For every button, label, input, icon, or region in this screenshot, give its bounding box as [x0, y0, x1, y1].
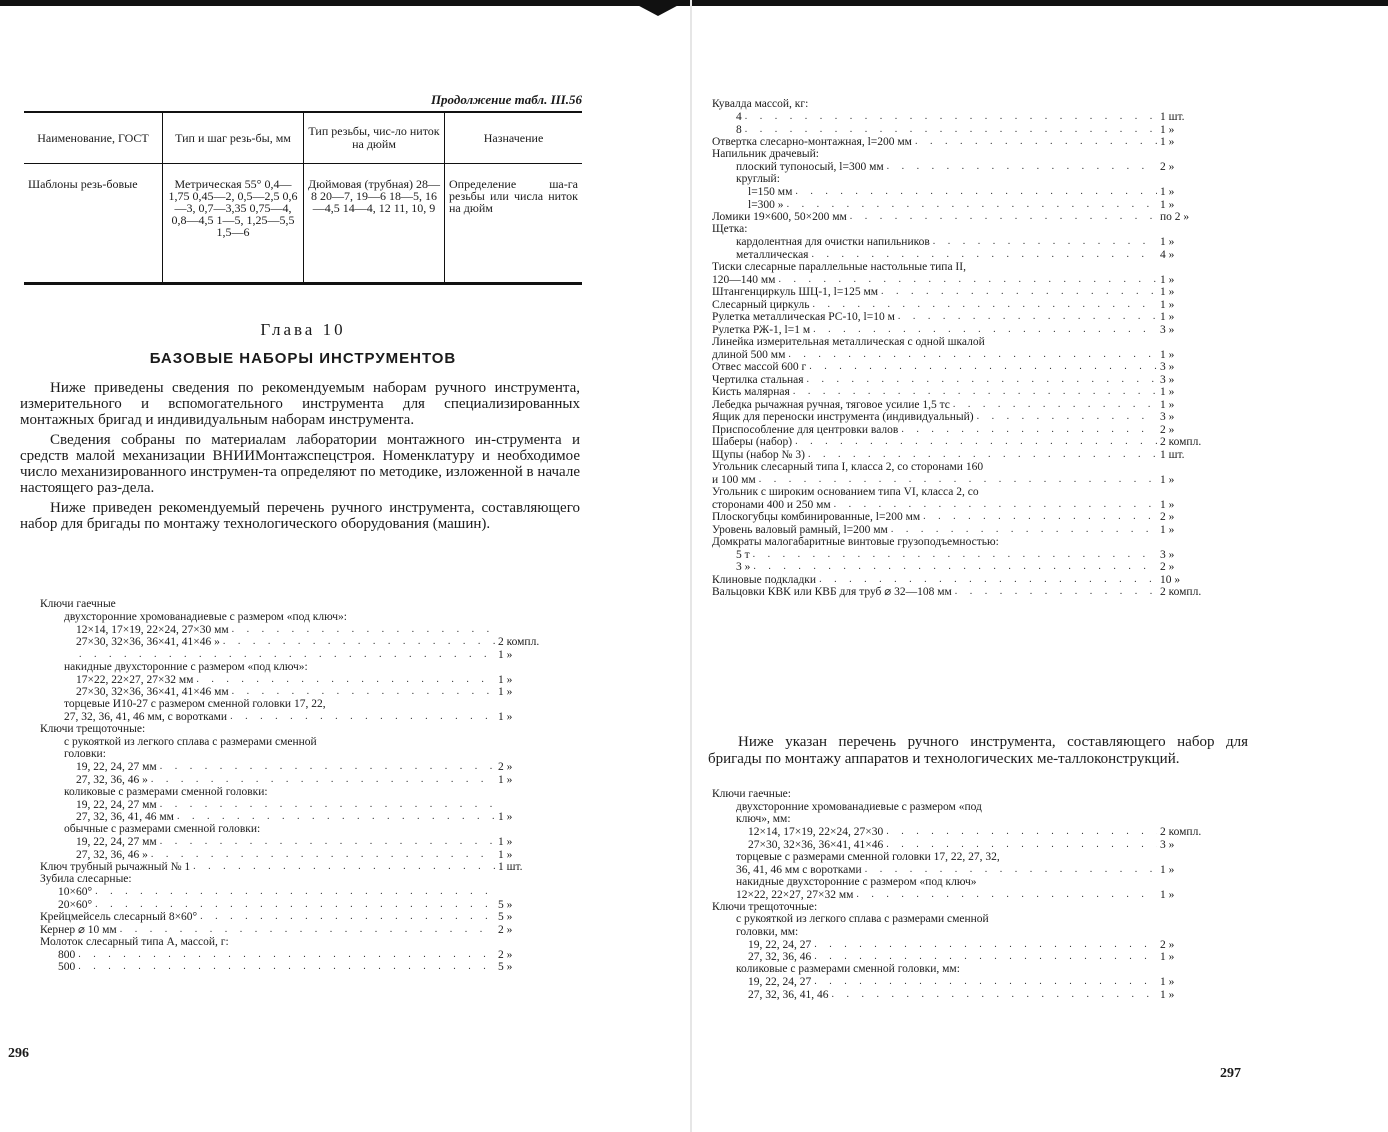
table-header-row [24, 112, 582, 164]
page-number: 296 [8, 1046, 29, 1061]
item-quantity: 1 » [498, 773, 513, 786]
item-name: l=300 » [748, 198, 784, 211]
item-quantity: 1 » [1160, 473, 1175, 486]
paragraph: Ниже приведены сведения по рекомендуемым наборам ручного инструмента, измерительного и вспомогательного инструмента для специализированных монтажных бригад и индивидуальным наборам инструмента. [20, 380, 580, 428]
list-item [40, 948, 550, 961]
item-quantity: 2 » [1160, 511, 1175, 523]
leader-dots [955, 586, 1157, 598]
item-quantity: 2 компл. [498, 636, 540, 648]
paragraph: Ниже приведен рекомендуемый перечень ручного инструмента, составляющего набор для бригады по монтажу технологического оборудования (машин). [20, 500, 580, 532]
list-item [712, 888, 1212, 901]
list-item [40, 886, 550, 899]
list-item [712, 286, 1212, 299]
item-name: Рулетка металлическая РС-10, l=10 м [712, 311, 895, 323]
list-heading: накидные двухсторонние с размером «под ключ» [736, 875, 977, 888]
list-item [712, 186, 1212, 199]
list-heading: круглый: [736, 173, 780, 185]
leader-dots [120, 924, 495, 936]
leader-dots [95, 899, 495, 911]
item-quantity: 1 » [498, 673, 513, 686]
item-name: металлическая [736, 248, 809, 261]
item-quantity: 1 » [1160, 951, 1175, 963]
list-item [712, 473, 1212, 486]
book-gutter [690, 0, 692, 1132]
item-quantity: 1 » [1160, 888, 1175, 901]
list-heading: торцевые И10-27 с размером сменной головки 17, 22, [64, 698, 326, 710]
leader-dots [193, 861, 495, 873]
item-name: Рулетка РЖ-1, l=1 м [712, 323, 811, 336]
list-item [712, 938, 1212, 951]
leader-dots [79, 649, 495, 661]
list-item [712, 988, 1212, 1001]
list-item [712, 236, 1212, 249]
leader-dots [78, 949, 495, 961]
list-heading: двухсторонние хромованадиевые с размером «под [736, 800, 982, 813]
list-heading: с рукояткой из легкого сплава с размерами сменной [736, 913, 989, 925]
table-header-cell: Наименование, ГОСТ [24, 112, 163, 164]
leader-dots [898, 311, 1157, 323]
item-quantity: 1 » [1160, 286, 1175, 298]
leader-dots [232, 686, 495, 698]
item-name: 800 [58, 948, 76, 961]
list-item [40, 836, 550, 849]
item-quantity: 1 шт. [498, 861, 523, 873]
item-name: Отвертка слесарно-монтажная, l=200 мм [712, 136, 912, 148]
list-item [40, 761, 550, 774]
list-item [712, 436, 1212, 449]
item-name: 19, 22, 24, 27 мм [76, 798, 157, 811]
item-quantity: 3 » [1160, 838, 1175, 851]
list-item [40, 961, 550, 974]
list-heading: двухсторонние хромованадиевые с размером «под ключ»: [64, 610, 347, 623]
chapter-title: Глава 10 [260, 320, 346, 339]
leader-dots [793, 386, 1157, 398]
item-quantity: 1 » [498, 711, 513, 723]
item-quantity: 1 » [1160, 988, 1175, 1001]
item-name: Ломики 19×600, 50×200 мм [712, 211, 847, 223]
list-heading: коликовые с размерами сменной головки, мм: [736, 963, 960, 975]
list-item [40, 861, 550, 874]
item-name: 27, 32, 36, 46 [748, 951, 812, 963]
item-quantity: 3 » [1160, 411, 1175, 423]
item-quantity: 4 » [1160, 248, 1175, 261]
item-quantity: 3 » [1160, 373, 1175, 386]
list-item [712, 323, 1212, 336]
list-item [712, 523, 1212, 536]
item-quantity: 2 » [1160, 423, 1175, 436]
page-number: 297 [1220, 1066, 1241, 1081]
list-item [712, 136, 1212, 149]
leader-dots [795, 186, 1157, 198]
table-cell-name: Шаблоны резь-бовые [24, 164, 163, 284]
leader-dots [886, 839, 1157, 851]
leader-dots [151, 774, 495, 786]
item-name: 17×22, 22×27, 27×32 мм [76, 673, 194, 686]
leader-dots [778, 274, 1157, 286]
list-heading: Ключи трещоточные: [712, 900, 818, 913]
item-quantity: 1 » [1160, 198, 1175, 211]
leader-dots [200, 911, 495, 923]
list-heading: ключ», мм: [736, 813, 791, 825]
list-item [712, 863, 1212, 876]
item-quantity: по 2 » [1160, 211, 1190, 223]
list-item [712, 111, 1212, 124]
leader-dots [814, 951, 1157, 963]
item-quantity: 1 » [1160, 976, 1175, 988]
item-name: Шаберы (набор) [712, 436, 793, 448]
leader-dots [177, 811, 495, 823]
item-quantity: 5 » [498, 898, 513, 911]
item-quantity: 1 » [1160, 136, 1175, 148]
item-quantity: 5 » [498, 911, 513, 923]
left-page [8, 0, 586, 1132]
item-name: Чертилка стальная [712, 373, 804, 386]
item-name: Ящик для переноски инструмента (индивидуальный) [712, 411, 974, 423]
leader-dots [856, 889, 1157, 901]
leader-dots [230, 711, 495, 723]
item-name: и 100 мм [712, 473, 756, 486]
item-name: 27×30, 32×36, 36×41, 41×46 [748, 838, 884, 851]
list-item [712, 273, 1212, 286]
leader-dots [901, 424, 1157, 436]
list-item [712, 826, 1212, 839]
item-quantity: 2 » [498, 948, 513, 961]
item-name: 5 т [736, 548, 750, 561]
item-name: 27, 32, 36, 41, 46 мм, с воротками [64, 711, 228, 723]
item-quantity: 1 » [1160, 348, 1175, 361]
item-quantity: 1 » [1160, 236, 1175, 248]
item-name: Лебедка рычажная ручная, тяговое усилие 1,5 тс [712, 398, 950, 411]
item-name: l=150 мм [748, 186, 793, 198]
item-quantity: 1 » [498, 648, 513, 661]
list-item [40, 711, 550, 724]
item-name: 27, 32, 36, 46 » [76, 773, 148, 786]
leader-dots [814, 939, 1157, 951]
leader-dots [834, 499, 1157, 511]
item-quantity: 2 » [498, 923, 513, 936]
list-heading: Угольник слесарный типа I, класса 2, со сторонами 160 [712, 460, 984, 473]
item-quantity: 1 » [498, 686, 513, 698]
table-continuation-title: Продолжение табл. III.56 [430, 92, 582, 107]
list-item [40, 648, 550, 661]
list-item [712, 951, 1212, 964]
tool-list-right-bottom [712, 788, 1212, 1001]
item-quantity: 1 » [1160, 523, 1175, 536]
leader-dots [809, 361, 1157, 373]
tool-list-right-top [712, 98, 1212, 598]
list-item [712, 548, 1212, 561]
list-heading: Молоток слесарный типа А, массой, г: [40, 935, 229, 948]
table-row [24, 164, 582, 284]
item-name: 27×30, 32×36, 36×41, 41×46 мм [76, 686, 229, 698]
item-quantity: 1 шт. [1160, 111, 1185, 123]
list-item [712, 573, 1212, 586]
list-item [712, 123, 1212, 136]
item-name: Вальцовки КВК или КВБ для труб ⌀ 32—108 мм [712, 586, 952, 598]
item-quantity: 1 » [498, 836, 513, 848]
list-item [40, 636, 550, 649]
list-item [712, 161, 1212, 174]
list-item [40, 898, 550, 911]
list-item [712, 423, 1212, 436]
list-item [40, 848, 550, 861]
list-item [40, 673, 550, 686]
list-heading: головки, мм: [736, 925, 799, 938]
tool-list-left [40, 598, 550, 973]
item-name: Клиновые подкладки [712, 573, 817, 586]
list-item [712, 198, 1212, 211]
chapter-heading: БАЗОВЫЕ НАБОРЫ ИНСТРУМЕНТОВ [149, 350, 457, 367]
item-name: 19, 22, 24, 27 [748, 938, 812, 951]
list-heading: Ключи трещоточные: [40, 723, 146, 735]
item-name: 27, 32, 36, 41, 46 мм [76, 811, 174, 823]
list-item [712, 561, 1212, 574]
leader-dots [953, 399, 1157, 411]
item-quantity: 2 компл. [1160, 436, 1202, 448]
item-quantity: 1 » [498, 848, 513, 861]
item-name: 12×22, 22×27, 27×32 мм [736, 888, 854, 901]
item-quantity: 3 » [1160, 323, 1175, 336]
list-item [712, 361, 1212, 374]
item-name: плоский тупоносый, l=300 мм [736, 161, 884, 173]
leader-dots [745, 124, 1157, 136]
item-name: сторонами 400 и 250 мм [712, 498, 831, 511]
list-item [712, 511, 1212, 524]
item-name: Кисть малярная [712, 386, 790, 398]
item-name: Ключ трубный рычажный № 1 [40, 861, 191, 873]
leader-dots [850, 211, 1157, 223]
item-quantity: 1 » [1160, 311, 1175, 323]
item-quantity: 1 » [1160, 498, 1175, 511]
list-heading: Зубила слесарные: [40, 873, 132, 885]
item-quantity: 1 » [1160, 386, 1175, 398]
item-name: 10×60° [58, 886, 93, 898]
list-item [712, 411, 1212, 424]
leader-dots [933, 236, 1157, 248]
list-heading: Ключи гаечные: [712, 788, 791, 800]
list-heading: Ключи гаечные [40, 598, 116, 610]
leader-dots [753, 549, 1157, 561]
item-quantity: 1 » [1160, 863, 1175, 876]
list-heading: торцевые с размерами сменной головки 17, 22, 27, 32, [736, 850, 1000, 863]
list-heading: Кувалда массой, кг: [712, 98, 809, 110]
leader-dots [813, 299, 1157, 311]
item-name: 19, 22, 24, 27 мм [76, 836, 157, 848]
list-item [712, 311, 1212, 324]
thread-gauge-table [24, 111, 582, 285]
table-cell-inch: Дюймовая (трубная) 28—8 20—7, 19—6 18—5, 16—4,5 14—4, 12 11, 10, 9 [304, 164, 445, 284]
list-item [712, 398, 1212, 411]
leader-dots [232, 624, 495, 636]
leader-dots [223, 636, 495, 648]
item-quantity: 1 » [498, 811, 513, 823]
list-item [712, 976, 1212, 989]
list-item [712, 498, 1212, 511]
list-item [40, 911, 550, 924]
table-cell-purpose: Определение ша-га резьбы или числа ниток на дюйм [445, 164, 583, 284]
leader-dots [160, 761, 495, 773]
item-quantity: 1 » [1160, 398, 1175, 411]
list-heading: головки: [64, 748, 106, 760]
item-name: 20×60° [58, 898, 93, 911]
item-name: 27, 32, 36, 41, 46 [748, 988, 829, 1001]
item-quantity: 1 шт. [1160, 448, 1185, 461]
list-item [40, 773, 550, 786]
leader-dots [923, 511, 1157, 523]
item-quantity: 2 » [1160, 561, 1175, 573]
list-item [712, 586, 1212, 599]
item-name: Крейцмейсель слесарный 8×60° [40, 911, 198, 923]
leader-dots [78, 961, 495, 973]
leader-dots [819, 574, 1157, 586]
item-name: 36, 41, 46 мм с воротками [736, 863, 862, 876]
list-heading: накидные двухсторонние с размером «под ключ»: [64, 660, 308, 673]
item-name: 12×14, 17×19, 22×24, 27×30 [748, 826, 884, 838]
leader-dots [977, 411, 1157, 423]
top-notch [628, 0, 688, 16]
leader-dots [807, 374, 1158, 386]
list-item [40, 923, 550, 936]
leader-dots [160, 799, 495, 811]
item-quantity: 1 » [1160, 186, 1175, 198]
item-name: 120—140 мм [712, 273, 776, 286]
item-name: Отвес массой 600 г [712, 361, 807, 373]
leader-dots [881, 286, 1157, 298]
leader-dots [808, 449, 1157, 461]
leader-dots [814, 976, 1157, 988]
list-item [712, 448, 1212, 461]
item-name: Щупы (набор № 3) [712, 448, 805, 461]
leader-dots [151, 849, 495, 861]
item-quantity: 1 » [1160, 123, 1175, 136]
item-name: 12×14, 17×19, 22×24, 27×30 мм [76, 623, 229, 636]
leader-dots [887, 161, 1157, 173]
leader-dots [795, 436, 1157, 448]
item-quantity: 2 компл. [1160, 586, 1202, 598]
list-heading: с рукояткой из легкого сплава с размерами сменной [64, 735, 317, 748]
item-name: 500 [58, 961, 76, 973]
item-name: Штангенциркуль ШЦ-1, l=125 мм [712, 286, 879, 298]
list-item [712, 211, 1212, 224]
list-heading: Напильник драчевый: [712, 148, 819, 160]
item-name: 19, 22, 24, 27 мм [76, 761, 157, 773]
item-quantity: 2 » [1160, 161, 1175, 173]
list-item [40, 623, 550, 636]
leader-dots [891, 524, 1157, 536]
item-quantity: 3 » [1160, 361, 1175, 373]
leader-dots [915, 136, 1157, 148]
leader-dots [865, 864, 1157, 876]
list-item [712, 373, 1212, 386]
leader-dots [813, 324, 1157, 336]
leader-dots [811, 249, 1157, 261]
intro-paragraphs [20, 380, 580, 536]
item-name: Плоскогубцы комбинированные, l=200 мм [712, 511, 921, 523]
item-name: 3 » [736, 561, 751, 573]
table-header-cell: Тип резьбы, чис-ло ниток на дюйм [304, 112, 445, 164]
list-heading: Тиски слесарные параллельные настольные типа II, [712, 260, 966, 273]
leader-dots [753, 561, 1157, 573]
item-name: Слесарный циркуль [712, 298, 810, 311]
paragraph: Ниже указан перечень ручного инструмента, составляющего набор для бригады по монтажу аппаратов и технологических ме-таллоконструкций. [708, 734, 1248, 767]
list-heading: обычные с размерами сменной головки: [64, 823, 261, 835]
paragraph: Сведения собраны по материалам лаборатории монтажного ин-струмента и средств малой механизации ВНИИМонтажспецстроя. Номенклатуру и необходимое число механизированного инструмен-та определяют по методике, изложенной в начале настоящего раз-дела. [20, 432, 580, 496]
list-item [40, 798, 550, 811]
leader-dots [160, 836, 495, 848]
leader-dots [759, 474, 1157, 486]
item-name: Кернер ⌀ 10 мм [40, 923, 117, 936]
leader-dots [196, 674, 495, 686]
list-item [712, 348, 1212, 361]
list-heading: Домкраты малогабаритные винтовые грузоподъемностью: [712, 535, 999, 548]
table-cell-metric: Метрическая 55° 0,4—1,75 0,45—2, 0,5—2,5 0,6—3, 0,7—3,35 0,75—4, 0,8—4,5 1—5, 1,25—5,5 1,5—6 [163, 164, 304, 284]
item-quantity: 10 » [1160, 573, 1181, 586]
list-item [712, 838, 1212, 851]
leader-dots [787, 199, 1157, 211]
item-quantity: 2 » [1160, 938, 1175, 951]
leader-dots [886, 826, 1157, 838]
list-item [712, 386, 1212, 399]
list-item [712, 248, 1212, 261]
leader-dots [832, 989, 1158, 1001]
right-page [708, 0, 1248, 1132]
item-name: 19, 22, 24, 27 [748, 976, 812, 988]
item-name: 8 [736, 123, 742, 136]
leader-dots [788, 349, 1157, 361]
item-quantity: 2 » [498, 761, 513, 773]
item-name: Приспособление для центровки валов [712, 423, 899, 436]
item-quantity: 1 » [1160, 298, 1175, 311]
leader-dots [95, 886, 495, 898]
item-quantity: 2 компл. [1160, 826, 1202, 838]
list-heading: Линейка измерительная металлическая с одной шкалой [712, 335, 985, 348]
item-name: 27, 32, 36, 46 » [76, 848, 148, 861]
table-header-cell: Назначение [445, 112, 583, 164]
item-name: кардолентная для очистки напильников [736, 236, 930, 248]
item-name: 4 [736, 111, 742, 123]
item-quantity: 1 » [1160, 273, 1175, 286]
table-header-cell: Тип и шаг резь-бы, мм [163, 112, 304, 164]
list-heading: коликовые с размерами сменной головки: [64, 785, 268, 798]
list-heading: Щетка: [712, 223, 748, 235]
item-name: 27×30, 32×36, 36×41, 41×46 » [76, 636, 220, 648]
item-quantity: 5 » [498, 961, 513, 973]
leader-dots [745, 111, 1157, 123]
item-quantity: 3 » [1160, 548, 1175, 561]
list-item [712, 298, 1212, 311]
item-name: Уровень валовый рамный, l=200 мм [712, 523, 888, 536]
item-name: длиной 500 мм [712, 348, 786, 361]
list-item [40, 686, 550, 699]
list-heading: Угольник с широким основанием типа VI, класса 2, со [712, 485, 979, 498]
list-item [40, 811, 550, 824]
